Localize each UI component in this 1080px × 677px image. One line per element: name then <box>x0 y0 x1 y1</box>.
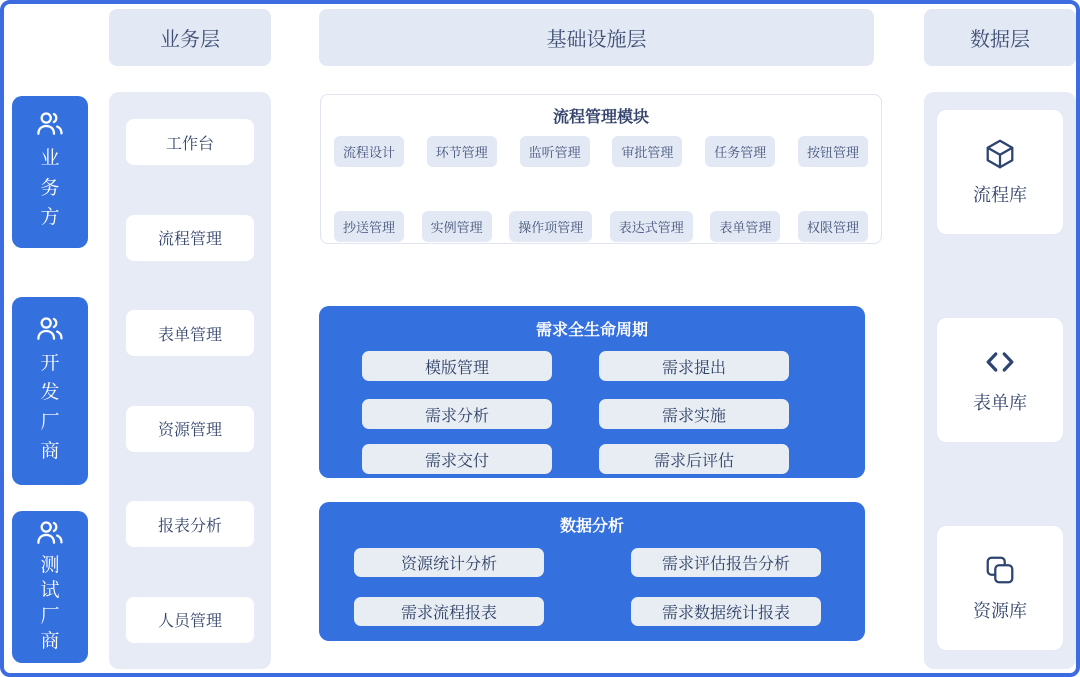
copy-icon <box>982 553 1018 587</box>
lifecycle-row-3 <box>319 444 865 474</box>
chip-data-stats-report: 需求数据统计报表 <box>631 597 821 626</box>
process-module-title: 流程管理模块 <box>552 109 649 126</box>
tag-step-mgmt: 环节管理 <box>427 136 497 167</box>
tag-instance-mgmt: 实例管理 <box>422 211 492 242</box>
tag-cc-mgmt: 抄送管理 <box>334 211 404 242</box>
chip-requirement-implement: 需求实施 <box>599 399 789 429</box>
tag-listener-mgmt: 监听管理 <box>520 136 590 167</box>
store-label: 表单库 <box>973 393 1027 413</box>
business-layer-panel <box>109 92 271 669</box>
infrastructure-layer-header: 基础设施层 <box>319 9 874 66</box>
business-item-workbench: 工作台 <box>126 119 254 165</box>
code-icon <box>982 345 1018 379</box>
tag-approval-mgmt: 审批管理 <box>612 136 682 167</box>
data-analysis-box <box>319 502 865 641</box>
lifecycle-row-1 <box>319 351 865 381</box>
chip-requirement-submit: 需求提出 <box>599 351 789 381</box>
team-icon <box>35 520 65 546</box>
chip-requirement-analysis: 需求分析 <box>362 399 552 429</box>
actor-label: 测试厂商 <box>40 554 60 652</box>
chip-requirement-delivery: 需求交付 <box>362 444 552 474</box>
lifecycle-row-2 <box>319 399 865 429</box>
store-card-process-library <box>937 110 1063 234</box>
actor-label: 业务方 <box>40 148 60 229</box>
data-layer-panel <box>924 92 1076 669</box>
analysis-row-2 <box>319 597 865 626</box>
process-module-tag-row-1 <box>321 136 881 167</box>
store-label: 资源库 <box>973 601 1027 621</box>
data-analysis-title: 数据分析 <box>559 518 624 535</box>
chip-resource-stats: 资源统计分析 <box>354 548 544 577</box>
actor-box-dev-vendor <box>12 297 88 485</box>
tag-task-mgmt: 任务管理 <box>705 136 775 167</box>
process-module-tag-row-2 <box>321 211 881 242</box>
tag-action-item-mgmt: 操作项管理 <box>509 211 592 242</box>
analysis-row-1 <box>319 548 865 577</box>
store-card-form-library <box>937 318 1063 442</box>
chip-requirement-post-eval: 需求后评估 <box>599 444 789 474</box>
chip-process-report: 需求流程报表 <box>354 597 544 626</box>
tag-expression-mgmt: 表达式管理 <box>610 211 693 242</box>
store-label: 流程库 <box>973 185 1027 205</box>
team-icon <box>35 111 65 137</box>
business-item-process-mgmt: 流程管理 <box>126 215 254 261</box>
chip-template-mgmt: 模版管理 <box>362 351 552 381</box>
store-card-resource-library <box>937 526 1063 650</box>
tag-process-design: 流程设计 <box>334 136 404 167</box>
tag-permission-mgmt: 权限管理 <box>798 211 868 242</box>
business-item-personnel-mgmt: 人员管理 <box>126 597 254 643</box>
tag-form-mgmt: 表单管理 <box>710 211 780 242</box>
lifecycle-box <box>319 306 865 478</box>
cube-icon <box>982 137 1018 171</box>
process-module-box <box>320 94 882 244</box>
actor-label: 开发厂商 <box>40 352 60 462</box>
actor-box-business-party <box>12 96 88 248</box>
business-item-form-mgmt: 表单管理 <box>126 310 254 356</box>
team-icon <box>35 316 65 342</box>
business-item-resource-mgmt: 资源管理 <box>126 406 254 452</box>
business-item-report-analysis: 报表分析 <box>126 501 254 547</box>
data-layer-header: 数据层 <box>924 9 1076 66</box>
chip-eval-report-analysis: 需求评估报告分析 <box>631 548 821 577</box>
tag-button-mgmt: 按钮管理 <box>798 136 868 167</box>
actor-box-test-vendor <box>12 511 88 663</box>
business-layer-header: 业务层 <box>109 9 271 66</box>
lifecycle-title: 需求全生命周期 <box>535 322 648 339</box>
